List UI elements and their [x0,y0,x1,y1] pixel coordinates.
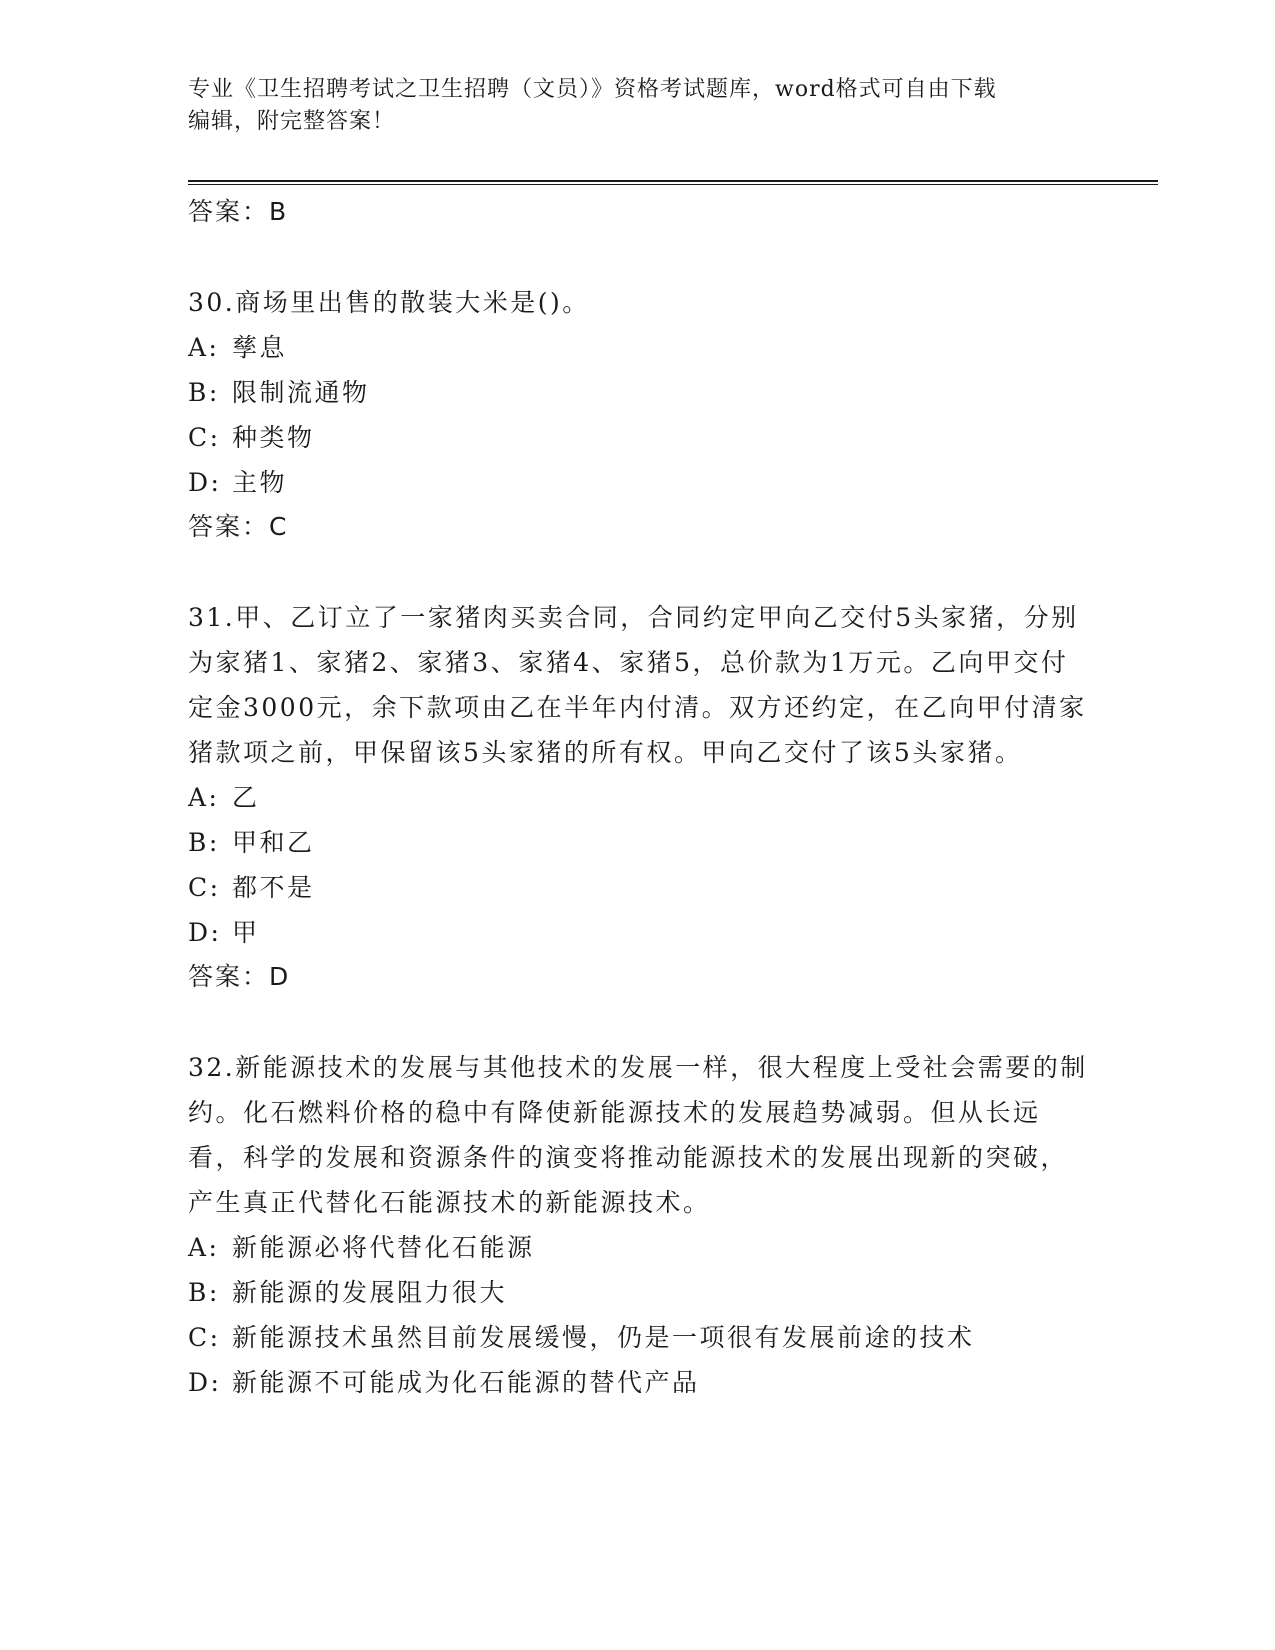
option-text: 新能源不可能成为化石能源的替代产品 [232,1368,700,1397]
option-letter: A: [188,783,220,812]
answer-label: 答案：D [188,962,291,991]
option-letter: C: [188,873,221,902]
option-b [188,1270,1088,1315]
option-text: 新能源必将代替化石能源 [232,1233,535,1262]
option-text: 种类物 [232,423,315,452]
option-letter: D: [188,1368,222,1397]
option-text: 孳息 [232,333,288,362]
option-a [188,325,1088,370]
option-c [188,1315,1088,1360]
option-c [188,865,1088,910]
option-letter: B: [188,1278,220,1307]
option-b [188,820,1088,865]
option-letter: D: [188,468,222,497]
option-text: 新能源的发展阻力很大 [232,1278,508,1307]
previous-answer: 答案：B [188,197,289,226]
option-letter: A: [188,1233,220,1262]
question-text: 31.甲、乙订立了一家猪肉买卖合同，合同约定甲向乙交付5头家猪，分别为家猪1、家猪2、家猪3、家猪4、家猪5，总价款为1万元。乙向甲交付定金3000元，余下款项由乙在半年内付清。双方还约定，在乙向甲付清家猪款项之前，甲保留该5头家猪的所有权。甲向乙交付了该5头家猪。 [188,603,1087,767]
header-line-2: 编辑，附完整答案！ [188,109,396,134]
question-list [188,190,1088,1405]
option-a [188,1225,1088,1270]
option-text: 主物 [232,468,288,497]
question-30 [188,280,1088,549]
option-letter: B: [188,378,220,407]
option-a [188,775,1088,820]
option-d [188,460,1088,505]
answer-label: 答案：C [188,512,289,541]
option-text: 甲和乙 [232,828,315,857]
option-text: 乙 [232,783,260,812]
option-text: 都不是 [232,873,315,902]
option-letter: A: [188,333,220,362]
option-text: 限制流通物 [232,378,370,407]
header-line-1: 专业《卫生招聘考试之卫生招聘（文员）》资格考试题库，word格式可自由下载 [188,77,997,102]
option-d [188,910,1088,955]
option-d [188,1360,1088,1405]
question-text: 32.新能源技术的发展与其他技术的发展一样，很大程度上受社会需要的制约。化石燃料价格的稳中有降使新能源技术的发展趋势减弱。但从长远看，科学的发展和资源条件的演变将推动能源技术的发展出现新的突破，产生真正代替化石能源技术的新能源技术。 [188,1053,1088,1217]
option-text: 甲 [232,918,260,947]
option-b [188,370,1088,415]
option-letter: C: [188,423,221,452]
header-divider-thin [188,184,1158,185]
question-32 [188,1045,1088,1405]
header-divider-thick [188,180,1158,182]
option-text: 新能源技术虽然目前发展缓慢，仍是一项很有发展前途的技术 [232,1323,975,1352]
option-letter: C: [188,1323,221,1352]
question-text: 30.商场里出售的散装大米是()。 [188,288,590,317]
option-letter: D: [188,918,222,947]
document-header [188,74,1068,138]
option-letter: B: [188,828,220,857]
question-31 [188,595,1088,999]
option-c [188,415,1088,460]
